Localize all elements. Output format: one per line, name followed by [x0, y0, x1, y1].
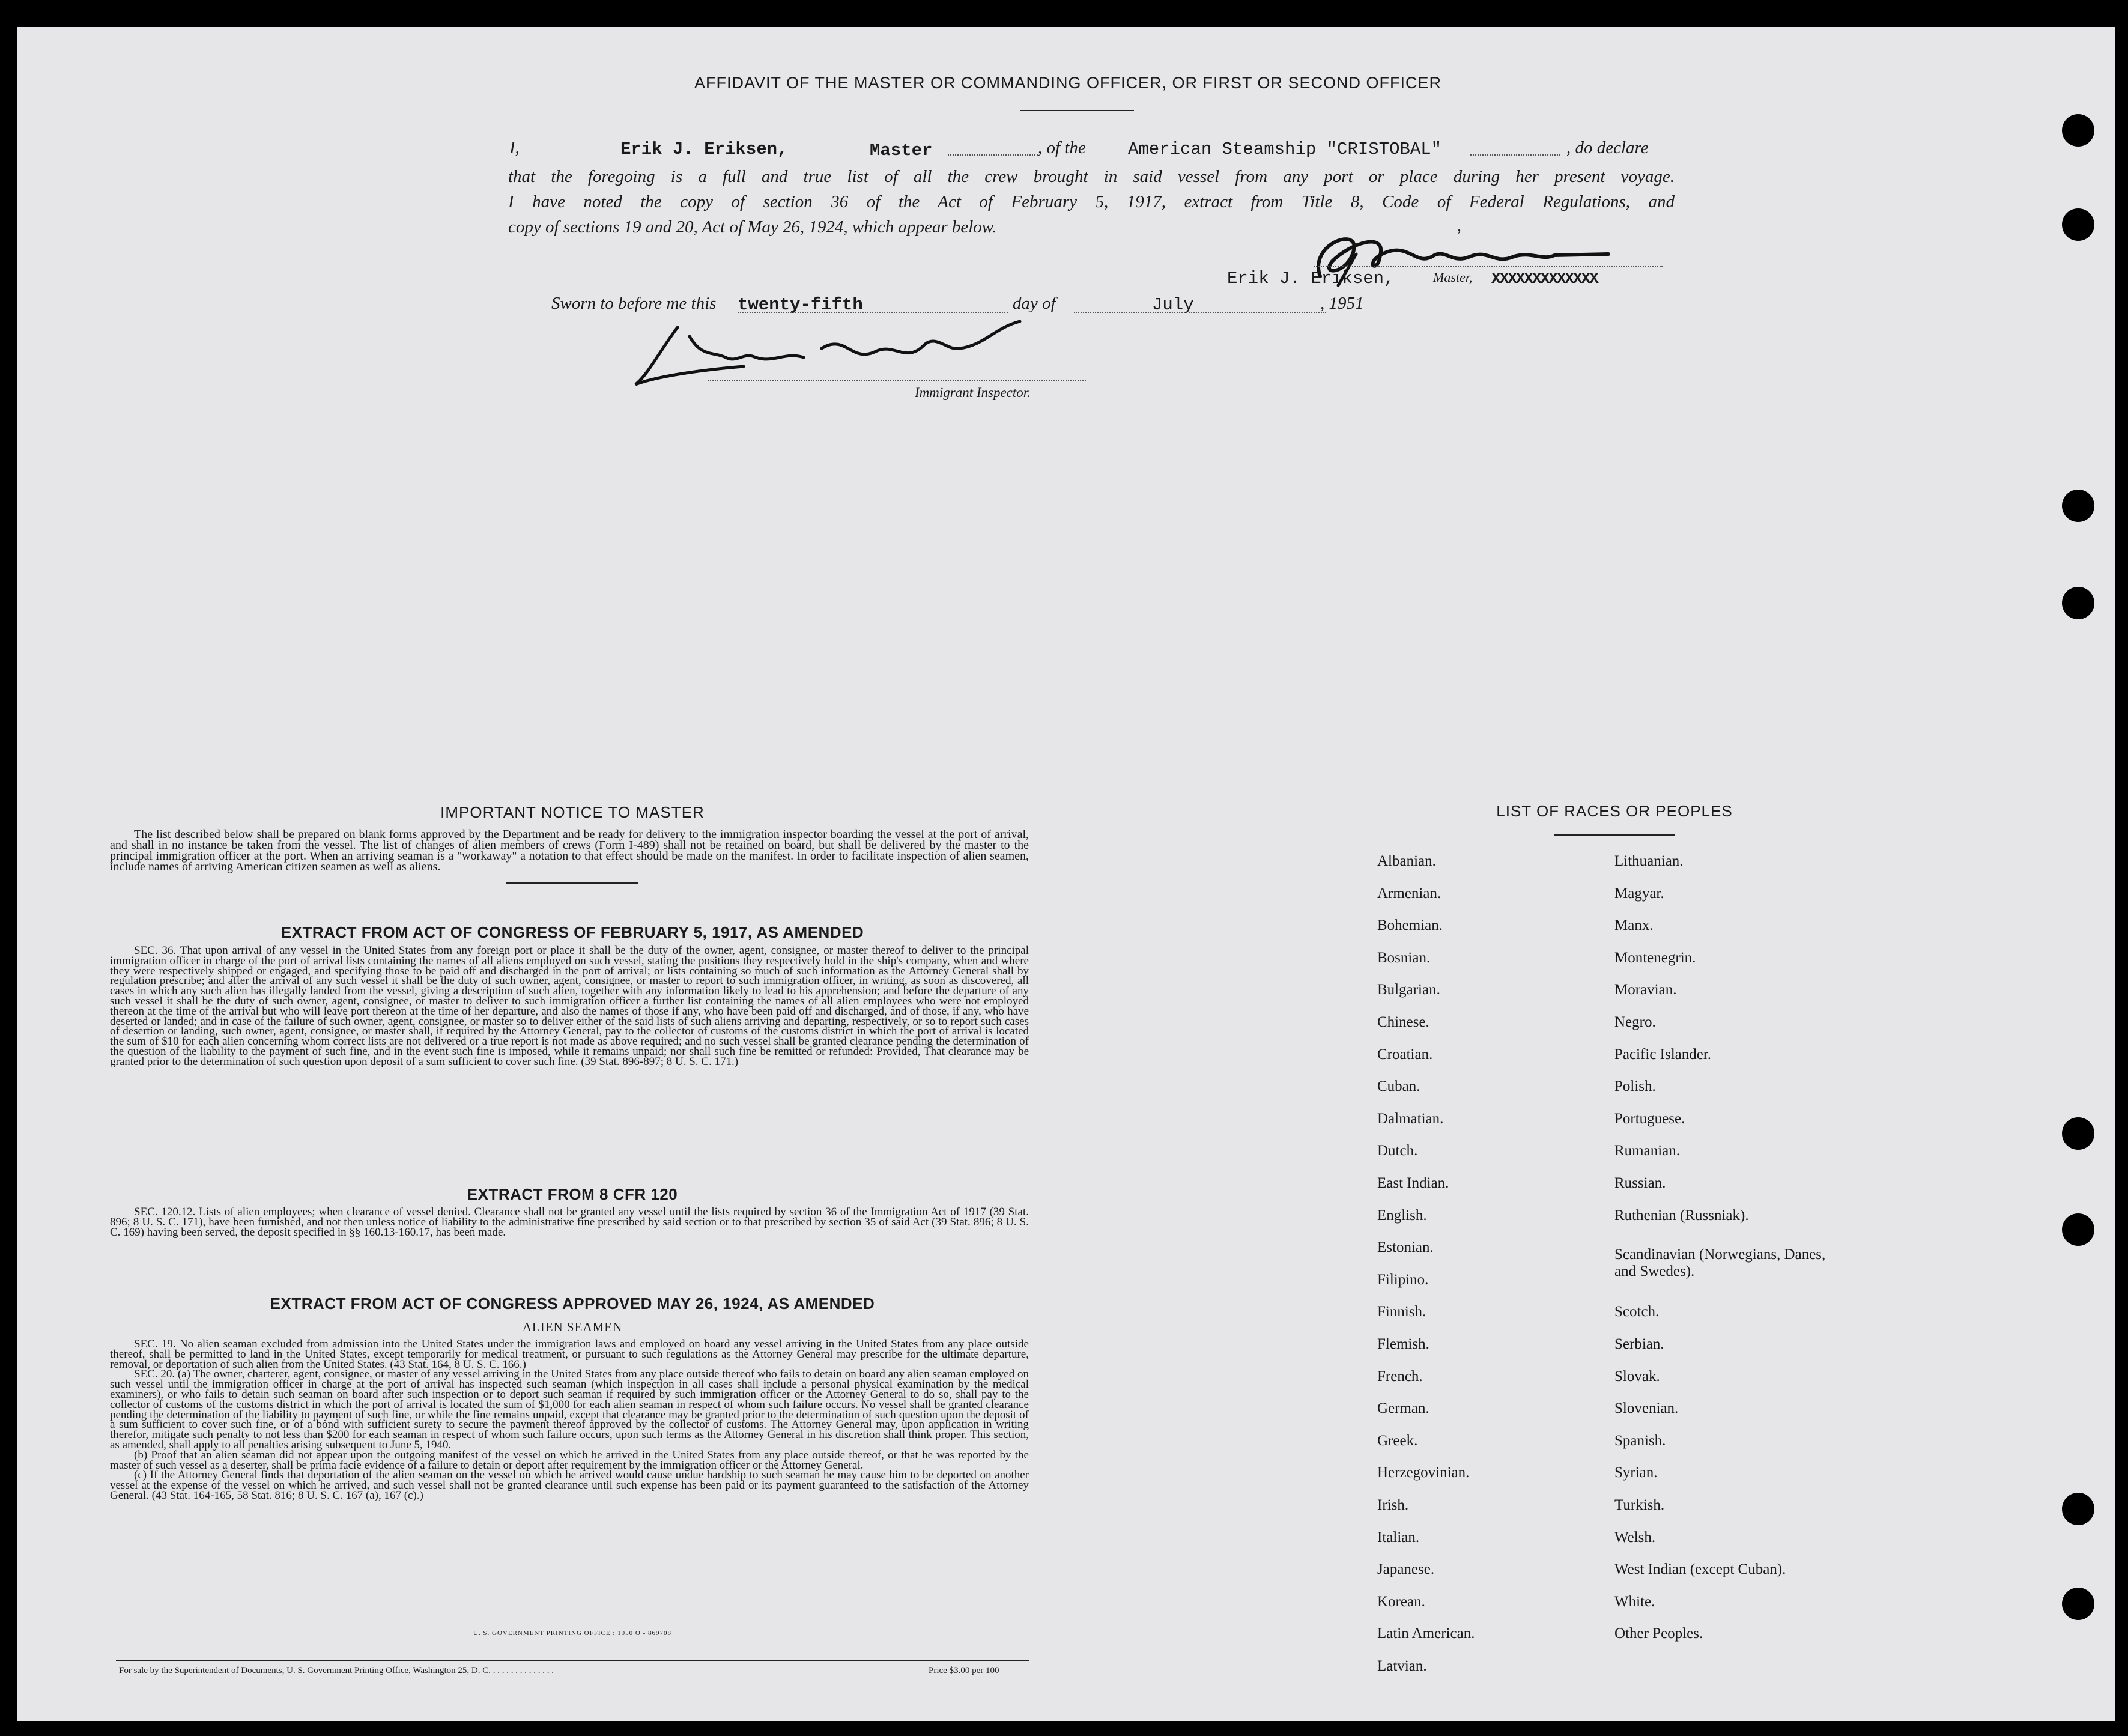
race-item: Serbian. [1614, 1336, 1664, 1352]
race-item: Greek. [1377, 1432, 1418, 1449]
fill-line [1074, 312, 1326, 313]
race-item: Rumanian. [1614, 1143, 1681, 1159]
race-item: Estonian. [1377, 1239, 1434, 1256]
race-item: Flemish. [1377, 1336, 1429, 1352]
punch-hole-icon [2062, 208, 2094, 241]
race-item: Italian. [1377, 1529, 1420, 1546]
race-item: Japanese. [1377, 1561, 1435, 1578]
race-item: Bulgarian. [1377, 982, 1440, 998]
race-item: Other Peoples. [1614, 1625, 1703, 1642]
extract-cfr-body: SEC. 120.12. Lists of alien employees; when clearance of vessel denied. Clearance shall not be granted any vessel until the lists required by section 36 of the Immigration Act of 1917 (39 Stat. 896; 8 U. S. C. 171), have been furnished, and not then unless notice of liability to the administrative fine prescribed by said section or to that prescribed by section 35 of said Act (39 Stat. 896; 8 U. S. C. 169) having been served, the deposit specified in §§ 160.13-160.17, has been made. [110, 1206, 1029, 1239]
race-item: Pacific Islander. [1614, 1046, 1712, 1063]
extract-1917-heading: EXTRACT FROM ACT OF CONGRESS OF FEBRUARY 5, 1917, AS AMENDED [280, 923, 864, 941]
divider [1554, 834, 1675, 836]
race-item: Irish. [1377, 1497, 1409, 1513]
race-item: Scotch. [1614, 1304, 1660, 1320]
race-item: Slovak. [1614, 1368, 1660, 1385]
race-item: Magyar. [1614, 885, 1664, 902]
signer-title-label: Master, [1433, 270, 1473, 285]
race-item: Montenegrin. [1614, 949, 1696, 966]
extract-1917-body: SEC. 36. That upon arrival of any vessel in the United States from any foreign port or place it shall be the duty of the owner, agent, consignee, or master thereof to deliver to the principal immigration officer in charge of the port of arrival lists containing the names of all aliens employed on such vessel, stating the positions they respectively hold in the ship's company, when and where they were respectively shipped or engaged, and specifying those to be paid off and discharged in the port of arrival; or lists containing so much of such information as the Attorney General shall by regulation prescribe; and after the arrival of any such vessel it shall be the duty of such owner, agent, consignee, or master to report to such immigration officer, in writing, as soon as discovered, all cases in which any such alien has illegally landed from the vessel, giving a description of such alien, together with any information likely to lead to his apprehension; and before the departure of any such vessel it shall be the duty of such owner, agent, consignee, or master to deliver to such immigration officer a further list containing the names of all alien employees who were not employed thereon at the time of the arrival but who will leave port thereon at the time of her departure, and also the names of those if any, who have been paid off and discharged, and of those, if any, who have deserted or landed; and in case of the failure of such owner, agent, consignee, or master so to deliver either of the said lists of such aliens arriving and departing, respectively, or so to report such cases of desertion or landing, such owner, agent, consignee, or master shall, if required by the Attorney General, pay to the collector of customs of the customs district in which the port of arrival is located the sum of $10 for each alien concerning whom correct lists are not delivered or a true report is not made as above required; and no such vessel shall be granted clearance pending the determination of the question of the liability to the payment of such fine, and in the event such fine is imposed, while it remains unpaid; nor shall such fine be remitted or refunded: Provided, That clearance may be granted prior to the determination of such question upon deposit of a sum sufficient to cover such fine. (39 Stat. 896-897; 8 U. S. C. 171.) [110, 944, 1029, 1068]
sec-20a-paragraph: SEC. 20. (a) The owner, charterer, agent, consignee, or master of any vessel arriving in the United States from any place outside thereof who fails to detain on board any alien seaman employed on such vessel until the immigration officer in charge at the port of arrival has inspected such seaman (which inspection in all cases shall include a personal physical examination by the medical examiners), or who fails to detain such seaman on board after such inspection or to deport such seaman if required by such immigration officer or the Attorney General to do so, shall pay to the collector of customs of the customs district in which the port of arrival is located the sum of $1,000 for each alien seaman in respect of whom such failure occurs. No vessel shall be granted clearance pending the determination of the liability to payment of such fine, or while the fine remains unpaid, except that clearance may be granted prior to the determination of such question upon the deposit of a sum sufficient to cover such fine, or of a bond with sufficient surety to secure the payment thereof approved by the collector of customs. The Attorney General may, upon application in writing therefor, mitigate such penalty to not less than $200 for each seaman in respect of whom such failure occurs, upon such terms as the Attorney General in his discretion shall think proper. This section, as amended, shall apply to all penalties arising subsequent to June 5, 1940. [110, 1368, 1029, 1451]
affidavit-title: AFFIDAVIT OF THE MASTER OR COMMANDING OFFICER, OR FIRST OR SECOND OFFICER [694, 74, 1442, 92]
extract-1924-body [110, 1340, 1029, 1501]
race-item: Dalmatian. [1377, 1110, 1444, 1127]
race-item: English. [1377, 1207, 1427, 1224]
divider [506, 882, 638, 884]
fill-line [738, 312, 1008, 313]
sec-20b-paragraph: (b) Proof that an alien seaman did not appear upon the outgoing manifest of the vessel on which he arrived in the United States from any place outside thereof, or that he was reported by the master of such vessel as a deserter, shall be prima facie evidence of a failure to detain or deport after requirement by the immigration officer or the Attorney General. [110, 1448, 1029, 1472]
sec-20c-paragraph: (c) If the Attorney General finds that deportation of the alien seaman on the vessel on which he arrived would cause undue hardship to such seaman he may cause him to be deported on another vessel at the expense of the vessel on which he arrived, and such vessel shall not be granted clearance until such expense has been paid or its payment guaranteed to the satisfaction of the Attorney General. (43 Stat. 164-165, 58 Stat. 816; 8 U. S. C. 167 (a), 167 (c).) [110, 1469, 1029, 1502]
race-item: Turkish. [1614, 1497, 1665, 1513]
extract-1924-heading: EXTRACT FROM ACT OF CONGRESS APPROVED MAY 26, 1924, AS AMENDED [270, 1294, 875, 1313]
declaration-line-4: copy of sections 19 and 20, Act of May 26, 1924, which appear below. [508, 217, 997, 237]
punch-hole-icon [2062, 1493, 2094, 1525]
declaration-prefix: I, [509, 138, 520, 157]
race-item: Finnish. [1377, 1304, 1426, 1320]
race-item: Bosnian. [1377, 949, 1431, 966]
race-item: Syrian. [1614, 1464, 1658, 1481]
punch-hole-icon [2062, 490, 2094, 522]
race-item: Negro. [1614, 1014, 1656, 1030]
printing-office-note: U. S. GOVERNMENT PRINTING OFFICE : 1950 O - 869708 [473, 1630, 671, 1637]
signature-line [1314, 266, 1663, 267]
footer-rule [116, 1660, 1029, 1661]
punch-hole-icon [2062, 1117, 2094, 1150]
race-item: Herzegovinian. [1377, 1464, 1470, 1481]
signature-line [708, 380, 1086, 381]
sworn-prefix: Sworn to before me this [551, 294, 717, 313]
race-item: Portuguese. [1614, 1110, 1685, 1127]
race-item: Armenian. [1377, 885, 1441, 902]
race-item: White. [1614, 1593, 1655, 1610]
of-the-text: , of the [1038, 138, 1086, 157]
struck-out-text: XXXXXXXXXXXXX [1491, 270, 1598, 288]
day-of-text: day of [1013, 294, 1056, 313]
race-item: Polish. [1614, 1078, 1656, 1095]
race-item: Dutch. [1377, 1143, 1418, 1159]
punch-hole-icon [2062, 1588, 2094, 1620]
race-item: Korean. [1377, 1593, 1425, 1610]
punch-hole-icon [2062, 114, 2094, 147]
race-item: Russian. [1614, 1175, 1666, 1191]
punch-hole-icon [2062, 587, 2094, 619]
races-heading: LIST OF RACES OR PEOPLES [1496, 802, 1733, 820]
race-item: Welsh. [1614, 1529, 1656, 1546]
fill-line [1470, 154, 1560, 156]
punch-hole-icon [2062, 1213, 2094, 1246]
race-item: Scandinavian (Norwegians, Danes, and Swedes). [1614, 1246, 1826, 1280]
signer-name: Erik J. Eriksen, [1227, 269, 1395, 288]
race-item: Lithuanian. [1614, 853, 1684, 869]
title-field: Master [870, 141, 933, 160]
race-item: Latvian. [1377, 1658, 1427, 1674]
race-item: Manx. [1614, 917, 1654, 934]
race-item: Spanish. [1614, 1432, 1666, 1449]
race-item: Albanian. [1377, 853, 1436, 869]
fill-line [948, 154, 1038, 156]
race-item: Chinese. [1377, 1014, 1429, 1030]
inspector-title: Immigrant Inspector. [915, 385, 1031, 400]
sworn-month-field: July [1152, 295, 1194, 315]
race-item: Croatian. [1377, 1046, 1433, 1063]
footer-sale-note: For sale by the Superintendent of Documents, U. S. Government Printing Office, Washington 25, D. C. . . . . . . . . . . . . . . [119, 1666, 554, 1675]
race-item: West Indian (except Cuban). [1614, 1561, 1786, 1578]
extract-cfr-heading: EXTRACT FROM 8 CFR 120 [467, 1185, 678, 1203]
race-item: French. [1377, 1368, 1423, 1385]
vessel-field: American Steamship "CRISTOBAL" [1128, 139, 1442, 159]
sworn-day-field: twenty-fifth [738, 295, 863, 315]
race-item: Filipino. [1377, 1271, 1429, 1288]
do-declare-text: , do declare [1566, 138, 1649, 157]
race-item: Slovenian. [1614, 1400, 1679, 1417]
notice-heading: IMPORTANT NOTICE TO MASTER [440, 803, 705, 821]
race-item: Moravian. [1614, 982, 1677, 998]
stray-comma: , [1457, 217, 1461, 235]
race-item: Latin American. [1377, 1625, 1475, 1642]
master-name-field: Erik J. Eriksen, [620, 139, 788, 159]
race-item: German. [1377, 1400, 1429, 1417]
inspector-signature [623, 315, 1068, 393]
document-page [17, 27, 2115, 1721]
race-item: Cuban. [1377, 1078, 1420, 1095]
declaration-line-3: I have noted the copy of section 36 of the Act of February 5, 1917, extract from Title 8, Code of Federal Regulations, and [508, 192, 1675, 211]
sec-19-paragraph: SEC. 19. No alien seaman excluded from admission into the United States under the immigration laws and employed on board any vessel arriving in the United States from any place outside thereof, shall be permitted to land in the United States, except temporarily for medical treatment, or pursuant to such regulations as the Attorney General may prescribe for the ultimate departure, removal, or deportation of such alien from the United States. (43 Stat. 164, 8 U. S. C. 166.) [110, 1338, 1029, 1371]
race-item: East Indian. [1377, 1175, 1449, 1191]
extract-1924-subheading: ALIEN SEAMEN [522, 1320, 623, 1334]
race-item: Ruthenian (Russniak). [1614, 1207, 1749, 1224]
footer-price: Price $3.00 per 100 [929, 1666, 999, 1675]
race-item: Bohemian. [1377, 917, 1443, 934]
declaration-line-2: that the foregoing is a full and true list of all the crew brought in said vessel from any port or place during her present voyage. [508, 167, 1675, 186]
notice-body: The list described below shall be prepared on blank forms approved by the Department and be ready for delivery to the immigration inspector boarding the vessel at the port of arrival, and shall in no instance be taken from the vessel. The list of changes of alien members of crews (Form I-489) shall not be retained on board, but shall be delivered by the master to the principal immigration officer at the port. When an arriving seaman is a "workaway" a notation to that effect should be made on the manifest. In order to facilitate inspection of alien seamen, include names of arriving American citizen seamen as well as aliens. [110, 828, 1029, 873]
divider [1020, 110, 1134, 111]
sworn-year-field: , 1951 [1320, 294, 1364, 313]
